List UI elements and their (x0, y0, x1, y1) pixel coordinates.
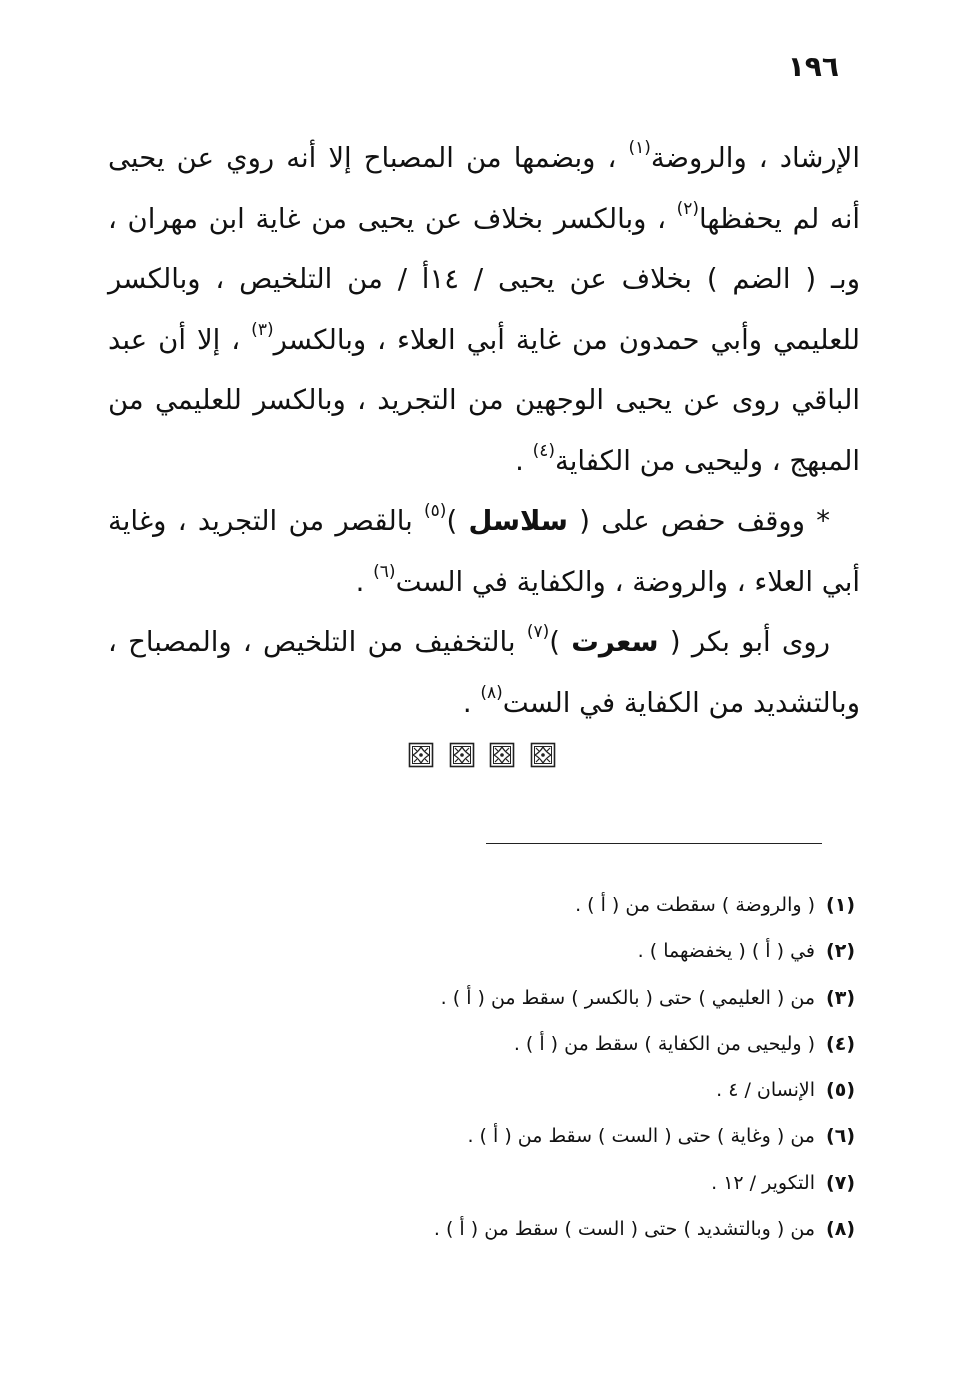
ornament-square-icon (408, 742, 434, 768)
text-segment: . (462, 686, 481, 719)
footnote-text: من ( العليمي ) حتى ( بالكسر ) سقط من ( أ ) . (440, 986, 815, 1009)
footnote-item (335, 882, 855, 928)
footnote-ref: (٣) (251, 319, 274, 340)
footnote-number: (٢) (826, 940, 855, 963)
footnote-item (335, 1067, 855, 1113)
footnote-divider (486, 843, 822, 844)
text-segment: بالقصر من التجريد ، وغاية أبي العلاء ، والروضة ، والكفاية في الست (108, 505, 860, 598)
footnote-item (335, 975, 855, 1021)
footnote-text: من ( وبالتشديد ) حتى ( الست ) سقط من ( أ ) . (433, 1218, 815, 1241)
text-segment: الإرشاد ، والروضة (650, 142, 860, 174)
text-segment: * ووقف حفص على ( (567, 505, 830, 537)
text-segment: ) (549, 626, 572, 658)
footnote-ref: (٨) (480, 682, 503, 703)
footnote-text: ( والروضة ) سقطت من ( أ ) . (575, 894, 815, 916)
footnote-number: (٨) (826, 1218, 855, 1241)
main-text (108, 128, 860, 733)
footnote-text: ( وليحيى من الكفاية ) سقط من ( أ ) . (513, 1032, 815, 1055)
text-segment: ) (446, 505, 469, 537)
footnotes-list (335, 882, 855, 1252)
text-segment: ، إلا أن عبد الباقي روى عن يحيى الوجهين من التجريد ، وبالكسر للعليمي من المبهج ، وليحيى من الكفاية (108, 323, 860, 477)
quranic-word: سلاسل (468, 505, 568, 537)
footnote-ref: (٤) (532, 440, 556, 461)
footnote-text: من ( وغاية ) حتى ( الست ) سقط من ( أ ) . (467, 1125, 815, 1148)
footnote-item (335, 928, 855, 974)
footnote-ref: (١) (628, 138, 651, 158)
text-segment: . (515, 444, 533, 477)
paragraph-2 (108, 491, 860, 612)
footnote-number: (٥) (826, 1079, 855, 1102)
footnote-number: (٤) (826, 1032, 855, 1055)
paragraph-3 (108, 612, 860, 733)
footnote-item (335, 1160, 855, 1206)
footnote-item (335, 1113, 855, 1159)
text-segment: ، وبضمها من المصباح إلا أنه روي عن يحيى أنه لم يحفظها (108, 142, 860, 235)
ornament-square-icon (449, 742, 475, 768)
quranic-word: سعرت (571, 626, 659, 658)
footnote-text: الإنسان / ٤ . (716, 1079, 815, 1102)
footnote-number: (٦) (826, 1125, 855, 1148)
paragraph-1 (108, 128, 860, 491)
footnote-item (335, 1206, 855, 1252)
text-segment: بالتخفيف من التلخيص ، والمصباح ، وبالتشديد من الكفاية في الست (108, 626, 860, 719)
page-number: ١٩٦ (787, 50, 839, 83)
ornament-square-icon (530, 742, 556, 768)
footnote-number: (١) (826, 894, 855, 916)
footnote-text: التكوير / ١٢ . (711, 1171, 815, 1194)
footnote-ref: (٦) (373, 561, 396, 582)
footnote-ref: (٢) (676, 198, 700, 219)
text-segment: روى أبو بكر ( (658, 626, 830, 658)
text-segment: . (355, 565, 374, 598)
footnote-ref: (٥) (424, 501, 447, 521)
ornament-square-icon (489, 742, 515, 768)
footnote-ref: (٧) (526, 622, 550, 642)
section-ornaments (408, 742, 556, 772)
footnote-number: (٧) (826, 1171, 855, 1194)
footnote-text: في ( أ ) ( يخفضهما ) . (637, 940, 815, 963)
text-segment: ، وبالكسر بخلاف عن يحيى من غاية ابن مهران ، وبـ ( الضم ) بخلاف عن يحيى / ١٤أ / من التلخيص ، وبالكسر للعليمي وأبي حمدون من غاية أبي العلاء ، وبالكسر (108, 202, 860, 356)
footnote-item (335, 1021, 855, 1067)
footnote-number: (٣) (826, 986, 855, 1009)
